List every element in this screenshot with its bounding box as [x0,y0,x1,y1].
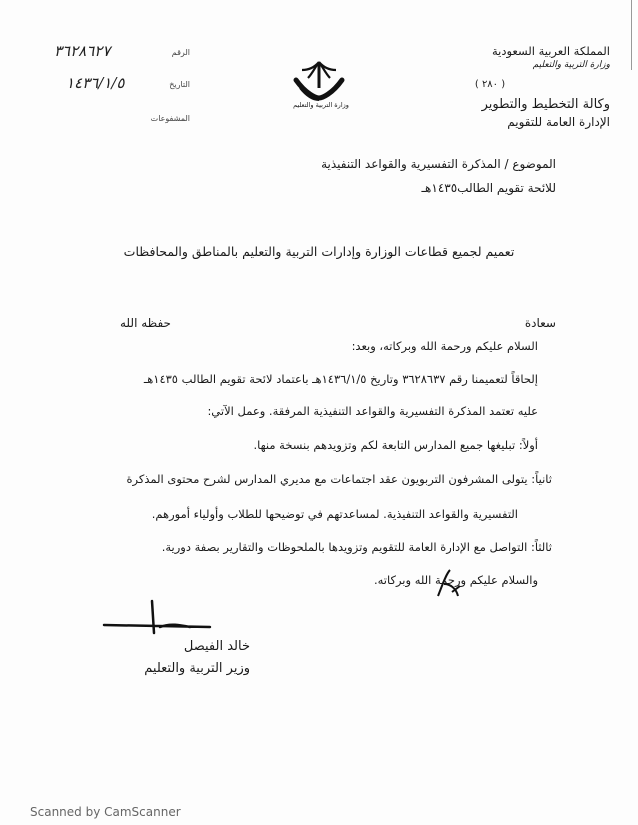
department-name: الإدارة العامة للتقويم [507,115,610,129]
point-second-line-2: التفسيرية والقواعد التنفيذية. لمساعدتهم في توضيحها للطلاب وأولياء أمورهم. [151,507,518,521]
signature-stroke-icon [100,597,220,637]
salutation-saada: سعادة [524,316,556,330]
country-name: المملكة العربية السعودية [492,44,610,58]
date-value: ١٤٣٦/١/٥ [66,74,125,92]
paragraph-1: إلحاقاً لتعميمنا رقم ٣٦٢٨٦٣٧ وتاريخ ١٤٣٦/١/٥هـ باعتماد لائحة تقويم الطالب ١٤٣٥هـ [143,372,538,386]
point-third: ثالثاً: التواصل مع الإدارة العامة للتقويم وتزويدها بالملحوظات والتقارير بصفة دورية. [161,540,552,554]
subject-block [116,152,556,200]
number-value: ٣٦٢٨٦٢٧ [54,42,111,60]
scan-edge [631,0,632,70]
paragraph-2: عليه تعتمد المذكرة التفسيرية والقواعد التنفيذية المرفقة. وعمل الآتي: [207,404,538,418]
number-row [40,42,190,64]
logo-caption: وزارة التربية والتعليم [293,101,349,109]
letterhead-right [410,44,610,129]
attachments-row [40,114,190,128]
date-label: التاريخ [169,80,190,89]
signature-block [110,636,250,680]
initials-scribble-icon [432,566,466,602]
date-row [40,74,190,96]
point-first: أولاً: تبليغها جميع المدارس التابعة لكم وتزويدهم بنسخة منها. [253,438,538,452]
scanner-watermark: Scanned by CamScanner [30,805,181,819]
number-label: الرقم [171,48,190,57]
attachments-label: المشفوعات [150,114,190,123]
point-second-line-1: ثانياً: يتولى المشرفون التربويون عقد اجتماعات مع مديري المدارس لشرح محتوى المذكرة [126,472,552,486]
ministry-name: وزارة التربية والتعليم [532,60,610,70]
subject-line-2: للائحة تقويم الطالب١٤٣٥هـ [421,181,556,195]
circular-heading: تعميم لجميع قطاعات الوزارة وإدارات التربية والتعليم بالمناطق والمحافظات [123,244,515,259]
salutation-hafizahu: حفظه الله [120,316,171,330]
closing-line: والسلام عليكم ورحمة الله وبركاته. [373,573,538,587]
agency-name: وكالة التخطيط والتطوير [481,97,610,112]
minister-title: وزير التربية والتعليم [144,661,250,676]
minister-name: خالد الفيصل [183,639,250,654]
header-number: ( ٢٨٠ ) [474,79,506,90]
subject-line-1: الموضوع / المذكرة التفسيرية والقواعد التنفيذية [321,157,556,171]
greeting: السلام عليكم ورحمة الله وبركاته، وبعد: [351,339,538,353]
